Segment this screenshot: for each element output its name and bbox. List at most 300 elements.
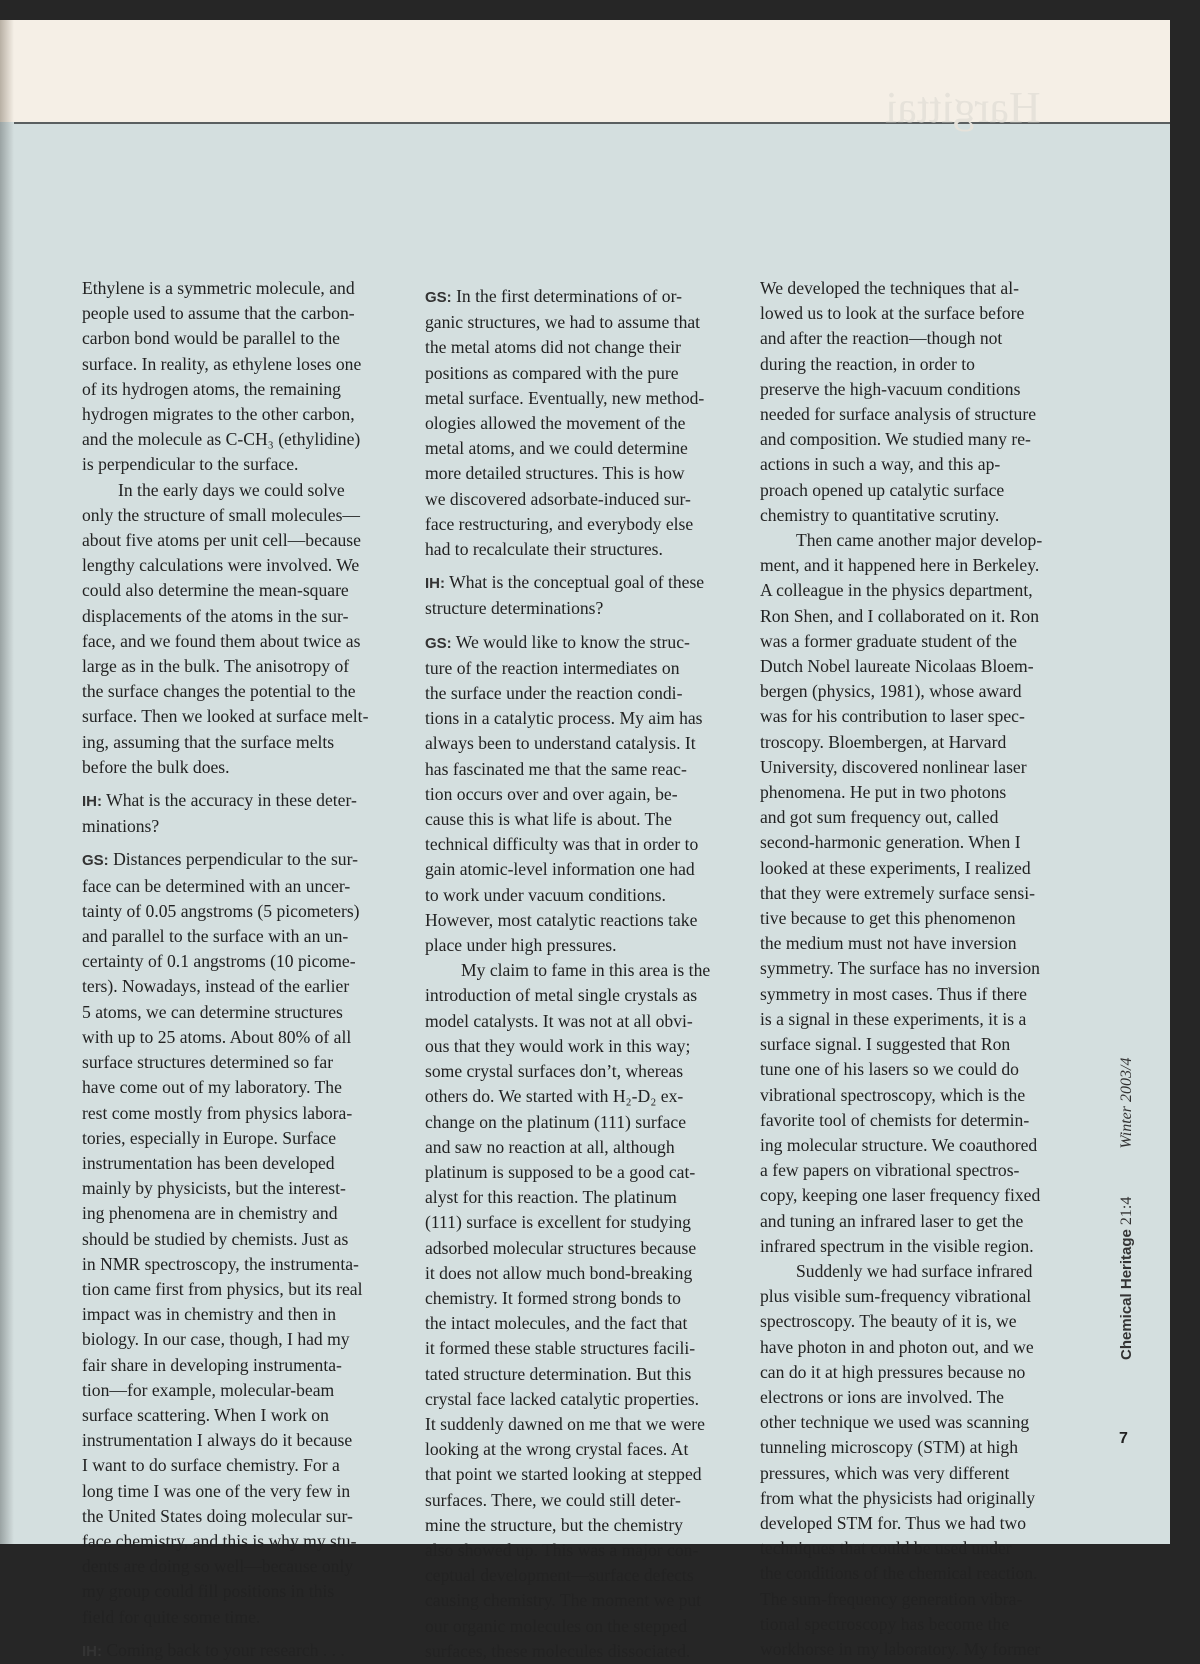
text-line [760, 1183, 1042, 1208]
text-line [760, 956, 1042, 981]
text-line [425, 630, 710, 656]
text-line [760, 1511, 1042, 1536]
line-text: spectroscopy. The beauty of it is, we [760, 1311, 1017, 1332]
line-text: What is the accuracy in these deter- [106, 790, 357, 811]
line-text: has fascinated me that the same reac- [425, 758, 687, 779]
line-text: ceptual development—surface defects [425, 1565, 694, 1586]
line-text: infrared spectrum in the visible region. [760, 1235, 1034, 1256]
line-text: and the molecule as C-CH₃ (ethylidine) [82, 429, 361, 450]
text-line [425, 983, 710, 1008]
line-text: is perpendicular to the surface. [82, 454, 299, 475]
text-line [760, 1536, 1042, 1561]
speaker-label: IH: [425, 575, 445, 593]
line-text: my group could fill positions in this [82, 1581, 335, 1602]
line-text: tories, especially in Europe. Surface [82, 1127, 337, 1148]
line-text: The sum-frequency generation vibra- [760, 1588, 1023, 1609]
line-text: it formed these stable structures facili- [425, 1338, 696, 1359]
text-line [425, 361, 710, 386]
line-text: others do. We started with H₂-D₂ ex- [425, 1086, 684, 1107]
line-text: field for quite some time. [82, 1606, 261, 1627]
text-line [760, 1587, 1042, 1612]
speaker-label: IH: [82, 1642, 102, 1660]
text-line [760, 679, 1042, 704]
line-text: before the bulk does. [82, 756, 230, 777]
text-line [425, 1210, 710, 1235]
paragraph [425, 958, 710, 1664]
line-text: large as in the bulk. The anisotropy of [82, 656, 350, 677]
line-text: was a former graduate student of the [760, 630, 1017, 651]
line-text: can do it at high pressures because no [760, 1361, 1026, 1382]
paragraph [760, 1259, 1042, 1662]
text-line [425, 461, 710, 486]
line-text: face chemistry, and this is why my stu- [82, 1530, 357, 1551]
show-through-text: Hargittai [885, 83, 1041, 132]
text-line [760, 654, 1042, 679]
line-text: have come out of my laboratory. The [82, 1077, 342, 1098]
text-line [82, 1176, 368, 1201]
interview-exchange [425, 630, 710, 959]
magazine-page [0, 20, 1170, 1661]
text-line [82, 629, 368, 654]
paragraph [760, 528, 1042, 1259]
line-text: and tuning an infrared laser to get the [760, 1210, 1024, 1231]
text-line [425, 656, 710, 681]
text-line [760, 301, 1042, 326]
line-text: dents are doing so well—because only [82, 1556, 354, 1577]
text-line [425, 570, 710, 596]
text-line [760, 503, 1042, 528]
text-line [760, 478, 1042, 503]
line-text: symmetry. The surface has no inversion [760, 958, 1040, 979]
line-text: some crystal surfaces don’t, whereas [425, 1061, 684, 1082]
line-text: and composition. We studied many re- [760, 429, 1031, 450]
line-text: surface. Then we looked at surface melt- [82, 706, 369, 727]
text-line [760, 1360, 1042, 1385]
text-line [425, 1412, 710, 1437]
text-line [425, 1513, 710, 1538]
text-line [760, 1057, 1042, 1082]
line-text: rest come mostly from physics labora- [82, 1102, 353, 1123]
line-text: copy, keeping one laser frequency fixed [760, 1185, 1041, 1206]
text-line [760, 805, 1042, 830]
line-text: was for his contribution to laser spec- [760, 706, 1025, 727]
line-text: the surface changes the potential to the [82, 681, 356, 702]
line-text: tions in a catalytic process. My aim has [425, 708, 703, 729]
line-text: the medium must not have inversion [760, 933, 1017, 954]
text-line [425, 731, 710, 756]
line-text: symmetry in most cases. Thus if there [760, 983, 1027, 1004]
text-line [760, 704, 1042, 729]
paragraph [82, 478, 368, 780]
text-line [82, 755, 368, 780]
text-line [425, 958, 710, 983]
line-text: instrumentation I always do it because [82, 1430, 353, 1451]
line-text: hydrogen migrates to the other carbon, [82, 404, 355, 425]
text-line [760, 1284, 1042, 1309]
line-text: favorite tool of chemists for determin- [760, 1109, 1030, 1130]
text-line [82, 1529, 368, 1554]
page-number: 7 [1119, 1430, 1128, 1447]
line-text: (111) surface is excellent for studying [425, 1212, 691, 1233]
text-line [425, 883, 710, 908]
text-line [760, 402, 1042, 427]
text-line [82, 326, 368, 351]
speaker-label: GS: [425, 634, 452, 652]
text-line [82, 1638, 368, 1664]
line-text: the metal atoms did not change their [425, 337, 682, 358]
line-text: only the structure of small molecules— [82, 504, 361, 525]
text-line [82, 1050, 368, 1075]
text-line [760, 1435, 1042, 1460]
text-line [425, 1563, 710, 1588]
text-line [82, 1428, 368, 1453]
line-text: lengthy calculations were involved. We [82, 555, 360, 576]
text-line [82, 604, 368, 629]
line-text: chemistry to quantitative scrutiny. [760, 504, 1000, 525]
line-text: always been to understand catalysis. It [425, 733, 696, 754]
text-line [82, 704, 368, 729]
text-line [425, 1160, 710, 1185]
paragraph [82, 276, 368, 478]
line-text: vibrational spectroscopy, which is the [760, 1084, 1026, 1105]
line-text: mainly by physicists, but the interest- [82, 1178, 346, 1199]
text-line [425, 487, 710, 512]
line-text: It suddenly dawned on me that we were [425, 1413, 705, 1434]
text-line [425, 1437, 710, 1462]
text-line [760, 578, 1042, 603]
line-text: ing phenomena are in chemistry and [82, 1203, 338, 1224]
interview-exchange [425, 284, 710, 562]
line-text: we discovered adsorbate-induced sur- [425, 488, 691, 509]
text-line [82, 503, 368, 528]
text-line [82, 276, 368, 301]
text-line [425, 1462, 710, 1487]
text-line [82, 352, 368, 377]
text-line [82, 1479, 368, 1504]
text-line [82, 1252, 368, 1277]
text-line [82, 528, 368, 553]
line-text: proach opened up catalytic surface [760, 479, 1005, 500]
line-text: looking at the wrong crystal faces. At [425, 1439, 689, 1460]
page-gutter-top [0, 20, 14, 122]
text-line [425, 1009, 710, 1034]
line-text: positions as compared with the pure [425, 362, 679, 383]
text-line [82, 377, 368, 402]
top-band [0, 20, 1170, 132]
text-line [82, 402, 368, 427]
line-text: developed STM for. Thus we had two [760, 1512, 1026, 1533]
line-text: tunneling microscopy (STM) at high [760, 1437, 1019, 1458]
line-text: surfaces, these molecules dissociated. [425, 1640, 691, 1661]
text-line [82, 1000, 368, 1025]
text-line [760, 528, 1042, 553]
line-text: Then came another major develop- [796, 530, 1043, 551]
line-text: causing chemistry. The moment we put [425, 1590, 702, 1611]
text-line [760, 1410, 1042, 1435]
line-text: tion came first from physics, but its real [82, 1278, 363, 1299]
text-line [760, 1083, 1042, 1108]
line-text: other technique we used was scanning [760, 1412, 1030, 1433]
speaker-label: GS: [425, 289, 452, 306]
text-column-1 [82, 276, 368, 1664]
text-line [425, 1311, 710, 1336]
text-line [425, 1387, 710, 1412]
text-line [760, 1486, 1042, 1511]
line-text: could also determine the mean-square [82, 580, 349, 601]
line-text: 5 atoms, we can determine structures [82, 1001, 343, 1022]
text-line [760, 1461, 1042, 1486]
line-text: preserve the high-vacuum conditions [760, 378, 1021, 399]
line-text: I want to do surface chemistry. For a [82, 1455, 340, 1476]
line-text: certainty of 0.1 angstroms (10 picome- [82, 951, 356, 972]
line-text: actions in such a way, and this ap- [760, 454, 1001, 475]
text-line [760, 553, 1042, 578]
text-line [760, 1335, 1042, 1360]
text-line [82, 1101, 368, 1126]
text-line [760, 452, 1042, 477]
text-line [760, 1133, 1042, 1158]
text-line [760, 1561, 1042, 1586]
line-text: is a signal in these experiments, it is a [760, 1008, 1027, 1029]
text-line [425, 857, 710, 882]
line-text: A colleague in the physics department, [760, 580, 1033, 601]
text-line [760, 1612, 1042, 1637]
text-line [82, 1227, 368, 1252]
line-text: ing molecular structure. We coauthored [760, 1134, 1038, 1155]
line-text: model catalysts. It was not at all obvi- [425, 1010, 693, 1031]
text-line [82, 478, 368, 503]
line-text: tion occurs over and over again, be- [425, 783, 678, 804]
line-text: tional spectroscopy has become the [760, 1613, 1010, 1634]
line-text: place under high pressures. [425, 935, 617, 956]
text-line [82, 1605, 368, 1630]
text-line [425, 386, 710, 411]
line-text: gain atomic-level information one had [425, 859, 695, 880]
text-line [82, 949, 368, 974]
text-line [425, 933, 710, 958]
text-line [82, 974, 368, 999]
line-text: more detailed structures. This is how [425, 463, 685, 484]
line-text: platinum is supposed to be a good cat- [425, 1161, 696, 1182]
text-line [82, 1453, 368, 1478]
line-text: cause this is what life is about. The [425, 809, 672, 830]
line-text: the surface under the reaction condi- [425, 683, 683, 704]
line-text: tainty of 0.05 angstroms (5 picometers) [82, 900, 360, 921]
line-text: alyst for this reaction. The platinum [425, 1187, 677, 1208]
line-text: adsorbed molecular structures because [425, 1237, 697, 1258]
text-line [82, 730, 368, 755]
text-line [425, 335, 710, 360]
text-line [82, 1327, 368, 1352]
text-line [425, 1614, 710, 1639]
line-text: looked at these experiments, I realized [760, 857, 1031, 878]
line-text: Coming back to your research . . . [106, 1639, 345, 1660]
text-line [760, 1385, 1042, 1410]
line-text: biology. In our case, though, I had my [82, 1329, 350, 1350]
line-text: lowed us to look at the surface before [760, 303, 1025, 324]
text-line [425, 1588, 710, 1613]
text-line [82, 847, 368, 873]
line-text: Suddenly we had surface infrared [796, 1260, 1033, 1281]
line-text: My claim to fame in this area is the [461, 960, 711, 981]
text-line [82, 814, 368, 839]
line-text: second-harmonic generation. When I [760, 832, 1021, 853]
text-line [82, 1403, 368, 1428]
text-line [425, 310, 710, 335]
line-text: and parallel to the surface with an un- [82, 926, 349, 947]
text-line [82, 1302, 368, 1327]
line-text: that they were extremely surface sensi- [760, 882, 1036, 903]
text-line [82, 654, 368, 679]
line-text: about five atoms per unit cell—because [82, 530, 361, 551]
text-column-2 [425, 276, 710, 1664]
line-text: ologies allowed the movement of the [425, 413, 686, 434]
text-line [425, 1059, 710, 1084]
text-line [425, 1488, 710, 1513]
text-line [82, 1504, 368, 1529]
text-line [760, 755, 1042, 780]
text-line [760, 1108, 1042, 1133]
line-text: pressures, which was very different [760, 1462, 1010, 1483]
text-line [82, 1554, 368, 1579]
line-text: instrumentation has been developed [82, 1152, 335, 1173]
interview-exchange [82, 847, 368, 1629]
text-line [760, 1158, 1042, 1183]
text-line [425, 908, 710, 933]
text-line [82, 1075, 368, 1100]
text-line [760, 1007, 1042, 1032]
line-text: troscopy. Bloembergen, at Harvard [760, 731, 1007, 752]
text-line [82, 1201, 368, 1226]
line-text: carbon bond would be parallel to the [82, 328, 340, 349]
text-line [760, 881, 1042, 906]
text-line [760, 1209, 1042, 1234]
text-line [82, 1353, 368, 1378]
text-line [425, 284, 710, 310]
text-line [425, 1034, 710, 1059]
text-line [425, 757, 710, 782]
line-text: bergen (physics, 1981), whose award [760, 681, 1022, 702]
running-footer [1118, 1058, 1136, 1360]
paragraph [760, 276, 1042, 528]
line-text: the intact molecules, and the fact that [425, 1313, 688, 1334]
text-line [760, 1309, 1042, 1334]
magazine-name: Chemical Heritage [1118, 1229, 1135, 1360]
line-text: plus visible sum-frequency vibrational [760, 1286, 1032, 1307]
text-line [82, 679, 368, 704]
text-line [425, 1236, 710, 1261]
line-text: that point we started looking at stepped [425, 1464, 702, 1485]
line-text: Ethylene is a symmetric molecule, and [82, 278, 355, 298]
line-text: mine the structure, but the chemistry [425, 1514, 683, 1535]
line-text: Ron Shen, and I collaborated on it. Ron [760, 605, 1040, 626]
line-text: of its hydrogen atoms, the remaining [82, 378, 341, 399]
text-line [425, 782, 710, 807]
line-text: people used to assume that the carbon- [82, 303, 355, 324]
line-text: chemistry. It formed strong bonds to [425, 1287, 681, 1308]
line-text: techniques that could be used under [760, 1538, 1012, 1559]
line-text: face, and we found them about twice as [82, 630, 361, 651]
line-text: electrons or ions are involved. The [760, 1386, 1004, 1407]
line-text: We would like to know the struc- [455, 631, 690, 652]
text-line [760, 780, 1042, 805]
line-text: face restructuring, and everybody else [425, 513, 694, 534]
line-text: ters). Nowadays, instead of the earlier [82, 976, 350, 997]
text-line [82, 1579, 368, 1604]
text-line [760, 427, 1042, 452]
text-line [760, 276, 1042, 301]
line-text: metal surface. Eventually, new method- [425, 387, 705, 408]
line-text: during the reaction, in order to [760, 353, 975, 374]
text-line [425, 1135, 710, 1160]
line-text: tated structure determination. But this [425, 1363, 692, 1384]
line-text: ment, and it happened here in Berkeley. [760, 555, 1040, 576]
line-text: phenomena. He put in two photons [760, 782, 1007, 803]
text-line [425, 681, 710, 706]
text-line [82, 899, 368, 924]
line-text: our organic molecules on the stepped [425, 1615, 688, 1636]
text-line [425, 1084, 710, 1109]
text-line [760, 352, 1042, 377]
text-line [82, 452, 368, 477]
line-text: Dutch Nobel laureate Nicolaas Bloem- [760, 656, 1034, 677]
line-text: surface structures determined so far [82, 1052, 334, 1073]
speaker-label: IH: [82, 793, 102, 811]
text-line [425, 1538, 710, 1563]
text-line [425, 411, 710, 436]
line-text: surfaces. There, we could still deter- [425, 1489, 681, 1510]
text-line [760, 1259, 1042, 1284]
text-line [760, 931, 1042, 956]
line-text: ous that they would work in this way; [425, 1035, 691, 1056]
volume-number: 21:4 [1118, 1196, 1135, 1226]
line-text: also showed up. This was a major con- [425, 1539, 699, 1560]
line-text: to work under vacuum conditions. [425, 884, 666, 905]
text-line [82, 578, 368, 603]
line-text: surface signal. I suggested that Ron [760, 1034, 1011, 1055]
line-text: the conditions of the chemical reaction. [760, 1563, 1038, 1584]
text-line [760, 1234, 1042, 1259]
text-line [82, 924, 368, 949]
text-line [82, 1126, 368, 1151]
line-text: minations? [82, 816, 160, 837]
line-text: it does not allow much bond-breaking [425, 1262, 693, 1283]
line-text: tion—for example, molecular-beam [82, 1379, 335, 1400]
text-line [82, 874, 368, 899]
text-line [425, 537, 710, 562]
interview-exchange [82, 1638, 368, 1664]
text-line [82, 301, 368, 326]
line-text: surface. In reality, as ethylene loses one [82, 353, 362, 374]
line-text: with up to 25 atoms. About 80% of all [82, 1026, 352, 1047]
line-text: had to recalculate their structures. [425, 539, 663, 560]
line-text: and saw no reaction at all, although [425, 1136, 675, 1157]
line-text: We developed the techniques that al- [760, 278, 1019, 298]
text-line [760, 906, 1042, 931]
line-text: ing, assuming that the surface melts [82, 731, 335, 752]
text-line [425, 1639, 710, 1664]
line-text: However, most catalytic reactions take [425, 909, 698, 930]
issue-season: Winter 2003/4 [1118, 1057, 1135, 1149]
line-text: face can be determined with an uncer- [82, 875, 351, 896]
text-line [425, 1261, 710, 1286]
text-line [82, 1025, 368, 1050]
text-line [425, 832, 710, 857]
text-line [425, 512, 710, 537]
line-text: needed for surface analysis of structure [760, 404, 1037, 425]
line-text: a few papers on vibrational spectros- [760, 1160, 1020, 1181]
line-text: ganic structures, we had to assume that [425, 312, 701, 333]
